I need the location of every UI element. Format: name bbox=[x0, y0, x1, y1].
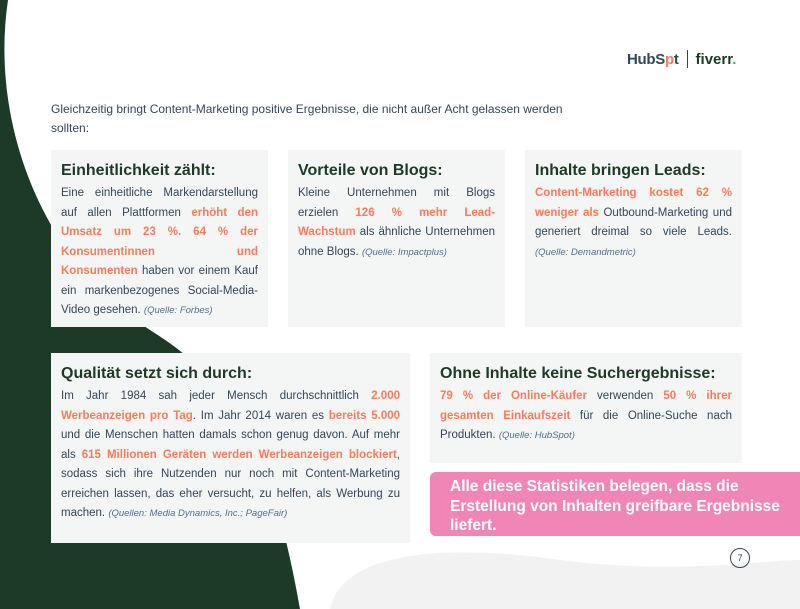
card-title: Qualität setzt sich durch: bbox=[61, 365, 253, 382]
card-body: 79 % der Online-Käufer verwenden 50 % ihrer gesamten Einkaufszeit für die Online-Suche nach Produkten. (Quelle: HubSpot) bbox=[440, 390, 732, 441]
card-body: Kleine Unternehmen mit Blogs erzielen 126 % mehr Lead-Wachstum als ähnliche Unternehmen ohne Blogs. (Quelle: Impactplus) bbox=[298, 187, 495, 258]
logo-divider bbox=[687, 50, 688, 68]
card-title: Inhalte bringen Leads: bbox=[535, 162, 706, 179]
card-title: Ohne Inhalte keine Suchergebnisse: bbox=[440, 365, 716, 382]
page-number: 7 bbox=[730, 548, 750, 568]
card-consistency bbox=[51, 150, 268, 327]
card-title: Einheitlichkeit zählt: bbox=[61, 162, 216, 179]
source-note: (Quelle: Demandmetric) bbox=[535, 246, 636, 258]
card-quality bbox=[51, 353, 410, 543]
source-note: (Quellen: Media Dynamics, Inc.; PageFair) bbox=[108, 508, 288, 519]
card-leads bbox=[525, 150, 742, 327]
source-note: (Quelle: Forbes) bbox=[143, 305, 213, 316]
card-body: Content-Marketing kostet 62 % weniger als Outbound-Marketing und generiert dreimal so viele Leads. (Quelle: Demandmetric) bbox=[535, 187, 732, 258]
fiverr-logo: fiverr. bbox=[695, 50, 737, 68]
intro-text: Gleichzeitig bringt Content-Marketing positive Ergebnisse, die nicht außer Acht gelassen werden sollten: bbox=[51, 102, 563, 135]
card-body: Im Jahr 1984 sah jeder Mensch durchschnittlich 2.000 Werbeanzeigen pro Tag. Im Jahr 2014 waren es bereits 5.000 und die Menschen hatten damals schon genug davon. Auf mehr als 615 Millionen Geräten werden Werbeanzeigen blockiert, sodass sich ihre Nutzenden nur noch mit Content-Marketing erreichen lassen, das eher versucht, zu helfen, als Werbung zu machen. (Quellen: Media Dynamics, Inc.; PageFair) bbox=[61, 390, 401, 519]
card-title: Vorteile von Blogs: bbox=[298, 162, 443, 179]
conclusion-banner: Alle diese Statistiken belegen, dass die Erstellung von Inhalten greifbare Ergebnisse liefert. bbox=[430, 472, 800, 536]
brand-logos bbox=[627, 50, 736, 68]
card-body: Eine einheitliche Markendarstellung auf allen Plattformen erhöht den Umsatz um 23 %. 64 % der Konsumentinnen und Konsumenten haben vor einem Kauf ein markenbezogenes Social-Media-Video gesehen. (Quelle: Forbes) bbox=[61, 187, 259, 316]
card-search bbox=[430, 353, 742, 463]
hubspot-logo: HubSpt bbox=[627, 50, 679, 68]
card-blogs bbox=[288, 150, 505, 327]
source-note: (Quelle: HubSpot) bbox=[498, 430, 575, 441]
source-note: (Quelle: Impactplus) bbox=[361, 246, 447, 258]
